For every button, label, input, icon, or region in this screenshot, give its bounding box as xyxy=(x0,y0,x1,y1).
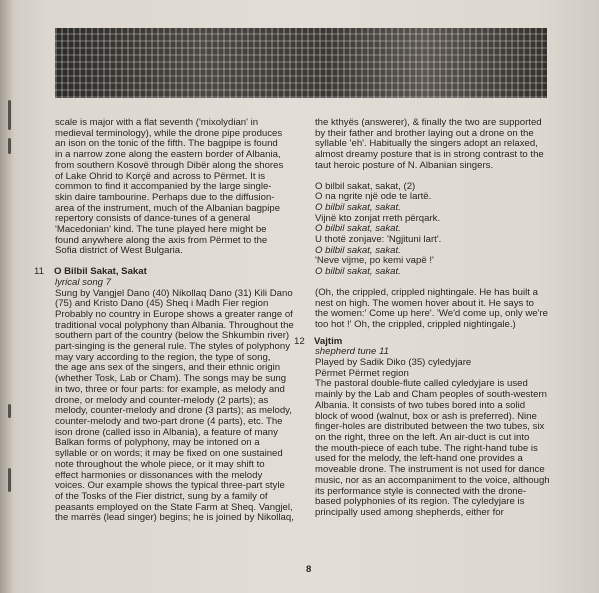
left-column xyxy=(34,117,305,524)
text-line: medieval terminology), while the drone pipe produces xyxy=(55,127,283,139)
text-line: its performance style is connected with the drone- xyxy=(315,485,527,497)
track-genre: shepherd tune 11 xyxy=(315,346,389,358)
text-line: of the Tosks of the Fier district, sung by a family of xyxy=(55,490,268,502)
text-line: the mouth-piece of each tube. The right-hand tube is xyxy=(315,442,538,454)
binder-mark-top xyxy=(8,100,11,130)
text-line: music, nor as an accompaniment to the voice, although xyxy=(315,474,550,486)
text-line: based polyphonies of its region. The cyledyjare is xyxy=(315,496,525,508)
text-line: drone, or melody and counter-melody (2 parts); as xyxy=(55,394,269,406)
text-line: peasants employed on the State Farm at Sheq. Vangjel, xyxy=(55,501,293,513)
text-line: in two, three or four parts: for example, as melody and xyxy=(55,383,285,395)
text-line: note throughout the whole piece, or it may shift to xyxy=(55,458,265,470)
text-line: mainly by the Lab and Cham peoples of south-western xyxy=(315,389,547,401)
text-line: (Oh, the crippled, crippled nightingale. He has built a xyxy=(315,286,538,298)
text-line: common to find it accompanied by the large single- xyxy=(55,181,272,193)
lyric-line: O bilbil sakat, sakat, (2) xyxy=(315,180,416,192)
text-line: Balkan forms of polyphony, may be intoned on a xyxy=(55,437,260,449)
text-line: area of the instrument, much of the Albanian bagpipe xyxy=(55,202,281,214)
text-line: may vary according to the region, the type of song, xyxy=(55,351,271,363)
text-line: southern part of the country (below the Shkumbin river) xyxy=(55,330,290,342)
text-line: moveable drone. The instrument is not used for dance xyxy=(315,464,545,476)
text-line: taut heroic posture of N. Albanian singers. xyxy=(315,159,494,171)
text-line: in a narrow zone along the eastern border of Albania, xyxy=(55,149,281,161)
text-line: counter-melody and two-part drone (4 parts), etc. The xyxy=(55,415,283,427)
track-genre: lyrical song 7 xyxy=(55,276,111,288)
text-line: repertory consists of dance-tunes of a general xyxy=(55,213,251,225)
text-line: of Lake Ohrid to Korçë and across to Përmet. It is xyxy=(55,170,266,182)
text-line: finger-holes are distributed between the two tubes, six xyxy=(315,421,545,433)
text-line: scale is major with a flat seventh ('mixolydian' in xyxy=(55,117,259,128)
text-line: the age ans sex of the singers, and their ethnic origin xyxy=(55,362,281,374)
text-line: skin daire tambourine. Perhaps due to the diffusion- xyxy=(55,191,275,203)
text-line: The pastoral double-flute called cyledyjare is used xyxy=(315,378,528,390)
text-line: effect harmonies or dissonances with the melody xyxy=(55,469,263,481)
text-line: the kthyës (answerer), & finally the two are supported xyxy=(315,117,542,128)
header-photo xyxy=(55,28,547,98)
text-line: part-singing is the general rule. The styles of polyphony xyxy=(55,341,291,353)
track-12-section xyxy=(294,335,555,519)
text-line: block of wood (walnut, box or ash is preferred). Nine xyxy=(315,410,537,422)
text-line: Played by Sadik Diko (35) cyledyjare xyxy=(315,357,472,369)
gutter-shadow xyxy=(0,0,14,593)
intro-paragraph xyxy=(55,118,305,257)
binder-mark-upper xyxy=(8,138,11,154)
lyric-line: O bilbil sakat, sakat. xyxy=(315,266,401,278)
track-title: Vajtim xyxy=(314,335,343,347)
text-line: Sofia district of West Bulgaria. xyxy=(55,245,183,257)
text-line: an ison on the tonic of the fifth. The bagpipe is found xyxy=(55,138,278,150)
lyric-line: O bilbil sakat, sakat. xyxy=(315,201,401,213)
track-11-section xyxy=(34,266,305,524)
page-number: 8 xyxy=(306,564,312,575)
text-line: principally used among shepherds, either for xyxy=(315,506,504,518)
text-line: Përmet Përmet region xyxy=(315,367,409,379)
text-line: from southern Kosovë through Dibër along the shores xyxy=(55,159,284,171)
lyric-line: O bilbil sakat, sakat. xyxy=(315,223,401,235)
lyrics-block xyxy=(315,182,555,278)
text-line: the women:' Come up here'. 'We'd come up, only we're xyxy=(315,308,548,320)
right-column xyxy=(294,117,555,519)
lyric-line: U thotë zonjave: 'Ngjituni lart'. xyxy=(315,234,442,246)
text-line: used for the melody, the left-hand one provides a xyxy=(315,453,523,465)
text-line: by their father and brother laying out a drone on the xyxy=(315,127,534,139)
text-line: syllable or on words; it may be fixed on one sustained xyxy=(55,448,283,460)
text-line: traditional vocal polyphony than Albania. Throughout the xyxy=(55,319,294,331)
text-line: on the right, three on the left. An air-duct is cut into xyxy=(315,431,530,443)
continuation-paragraph xyxy=(315,118,555,172)
track-number: 12 xyxy=(294,335,305,347)
lyric-line: O na ngrite një ode te lartë. xyxy=(315,191,432,203)
binder-mark-bottom xyxy=(8,468,11,492)
text-line: voices. Our example shows the typical three-part style xyxy=(55,480,285,492)
text-line: (75) and Kristo Dano (45) Sheq i Madh Fier region xyxy=(55,298,269,310)
translation-block xyxy=(315,288,555,331)
text-line: melody, counter-melody and drone (3 parts); as melody, xyxy=(55,405,292,417)
text-line: too hot !' Oh, the crippled, crippled nightingale.) xyxy=(315,318,516,330)
text-line: found anywhere along the axis from Përmet to the xyxy=(55,234,268,246)
lyric-line: Vijnë kto zonjat rreth përqark. xyxy=(315,212,441,224)
text-line: Albania. It consists of two tubes bored into a solid xyxy=(315,399,526,411)
text-line: Probably no country in Europe shows a greater range of xyxy=(55,308,293,320)
text-line: nest on high. The women hover about it. He says to xyxy=(315,297,535,309)
text-line: almost dreamy posture that is in strong contrast to the xyxy=(315,149,544,161)
lyric-line: 'Neve vijme, po kemi vapë !' xyxy=(315,255,434,267)
text-line: ison drone (called isso in Albania), a feature of many xyxy=(55,426,278,438)
text-line: Sung by Vangjel Dano (40) Nikollaq Dano (31) Kili Dano xyxy=(55,287,293,299)
track-title: O Bilbil Sakat, Sakat xyxy=(54,266,147,278)
track-number: 11 xyxy=(34,266,44,278)
text-line: syllable 'eh'. Habitually the singers adopt an relaxed, xyxy=(315,138,538,150)
text-line: 'Macedonian' kind. The tune played here might be xyxy=(55,224,267,236)
binder-mark-lower xyxy=(8,404,11,418)
lyric-line: O bilbil sakat, sakat. xyxy=(315,244,401,256)
text-line: the marrës (lead singer) begins; he is joined by Nikollaq, xyxy=(55,512,294,524)
text-line: (whether Tosk, Lab or Cham). The songs may be sung xyxy=(55,373,287,385)
